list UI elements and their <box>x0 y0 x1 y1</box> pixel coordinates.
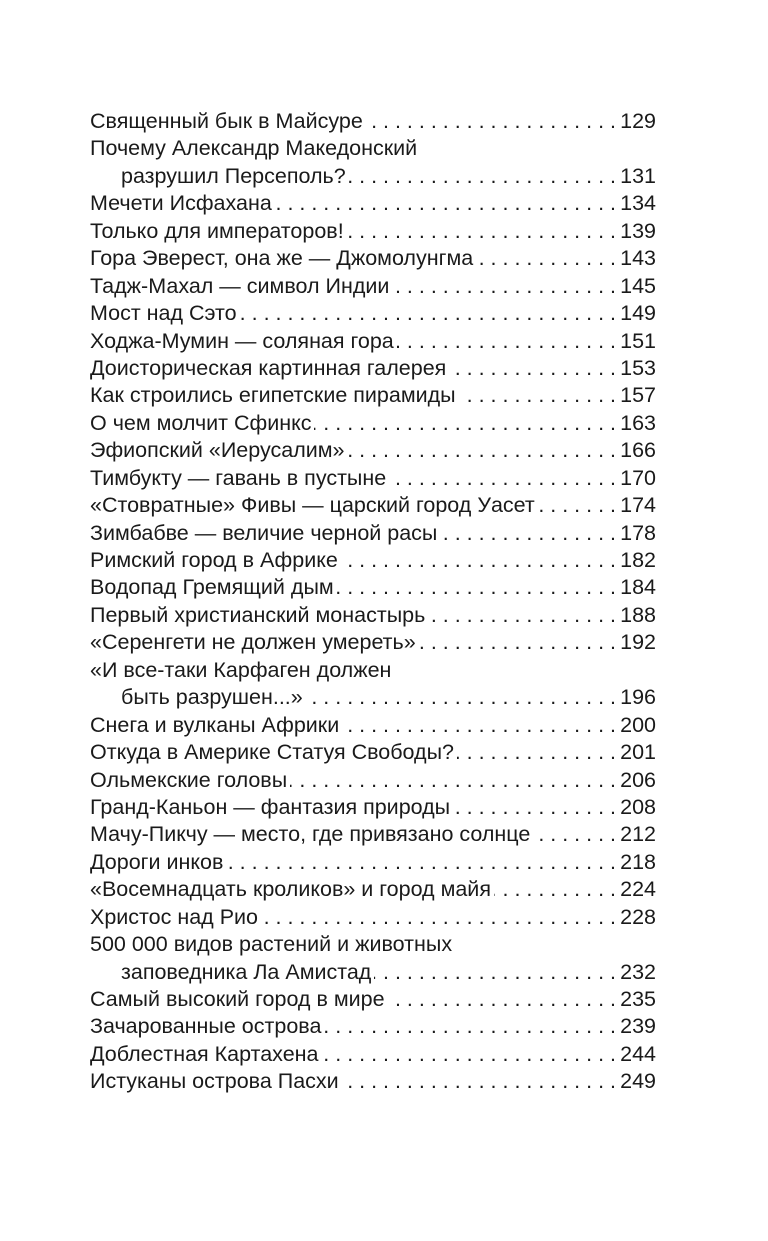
toc-entry <box>90 108 656 135</box>
toc-entry-title: Ходжа-Мумин — соляная гора <box>90 328 394 353</box>
toc-entry <box>90 328 656 355</box>
toc-entry-title: Первый христианский монастырь <box>90 602 426 627</box>
toc-entry <box>90 629 656 656</box>
toc-entry-title: Мост над Сэто <box>90 301 237 326</box>
toc-entry-page: 224 <box>620 877 656 902</box>
toc-entry <box>90 410 656 437</box>
toc-entry-page: 232 <box>620 959 656 984</box>
dot-leader <box>349 163 616 190</box>
toc-entry-title: Доблестная Картахена <box>90 1041 319 1066</box>
toc-entry-page: 143 <box>620 246 656 271</box>
dot-leader <box>366 108 616 135</box>
dot-leader <box>324 1013 616 1040</box>
dot-leader <box>538 492 616 519</box>
toc-entry-page: 178 <box>620 520 656 545</box>
dot-leader <box>533 821 616 848</box>
toc-entry-title: Тадж-Махал — символ Индии <box>90 273 390 298</box>
dot-leader <box>240 300 616 327</box>
toc-entry-continuation <box>90 163 656 190</box>
toc-entry-title: Мачу-Пикчу — место, где привязано солнце <box>90 822 531 847</box>
toc-entry-title: Мечети Исфахана <box>90 191 272 216</box>
toc-entry-page: 208 <box>620 794 656 819</box>
toc-entry-page: 218 <box>620 849 656 874</box>
toc-entry <box>90 739 656 766</box>
toc-entry-page: 235 <box>620 987 656 1011</box>
dot-leader <box>419 629 616 656</box>
dot-leader <box>341 547 616 574</box>
dot-leader <box>388 986 616 1013</box>
toc-entry-page: 163 <box>620 410 656 435</box>
toc-entry-page: 139 <box>620 218 656 243</box>
dot-leader <box>459 382 616 409</box>
toc-entry-title: Эфиопский «Иерусалим» <box>90 438 345 463</box>
toc-entry-title: Гора Эверест, она же — Джомолунгма <box>90 246 474 271</box>
dot-leader <box>374 959 616 986</box>
toc-entry <box>90 1041 656 1068</box>
toc-entry <box>90 712 656 739</box>
toc-entry <box>90 245 656 272</box>
dot-leader <box>494 876 616 903</box>
dot-leader <box>342 1068 616 1095</box>
toc-entry-page: 228 <box>620 904 656 929</box>
toc-entry-page: 188 <box>620 602 656 627</box>
toc-entry-title: Водопад Гремящий дым <box>90 575 334 600</box>
toc-entry-title: О чем молчит Сфинкс <box>90 410 312 435</box>
toc-entry <box>90 465 656 492</box>
dot-leader <box>476 245 616 272</box>
toc-entry <box>90 794 656 821</box>
toc-entry-title: заповедника Ла Амистад <box>121 959 372 984</box>
toc-entry-title: Зачарованные острова <box>90 1014 322 1039</box>
dot-leader <box>440 520 616 547</box>
toc-entry-title: разрушил Персеполь? <box>121 163 346 188</box>
toc-entry <box>90 821 656 848</box>
toc-entry-title: Священный бык в Майсуре <box>90 109 363 133</box>
toc-entry <box>90 273 656 300</box>
dot-leader <box>275 190 616 217</box>
toc-entry-title: Римский город в Африке <box>90 548 338 572</box>
dot-leader <box>314 410 616 437</box>
toc-entry <box>90 300 656 327</box>
toc-entry-page: 239 <box>620 1014 656 1039</box>
toc-entry <box>90 876 656 903</box>
toc-entry <box>90 190 656 217</box>
toc-entry-page: 151 <box>620 328 656 353</box>
toc-entry-page: 134 <box>620 191 656 216</box>
toc-entry-title: «И все-таки Карфаген должен <box>90 657 392 682</box>
toc-entry-title: «Серенгети не должен умереть» <box>90 630 416 655</box>
toc-entry-title: Доисторическая картинная галерея <box>90 355 447 380</box>
toc-entry <box>90 382 656 409</box>
dot-leader <box>389 465 616 492</box>
toc-entry-title: Дороги инков <box>90 849 224 874</box>
table-of-contents <box>90 108 656 1096</box>
toc-entry <box>90 849 656 876</box>
toc-entry-title: быть разрушен...» <box>121 685 303 710</box>
toc-entry-page: 200 <box>620 712 656 737</box>
toc-entry-page: 212 <box>620 822 656 847</box>
toc-entry <box>90 986 656 1013</box>
toc-entry-title: «Стовратные» Фивы — царский город Уасет <box>90 493 535 518</box>
toc-entry-title: Только для императоров! <box>90 218 344 243</box>
dot-leader <box>290 767 616 794</box>
dot-leader <box>337 574 616 601</box>
toc-entry-title: Самый высокий город в мире <box>90 987 385 1011</box>
toc-entry-page: 153 <box>620 355 656 380</box>
toc-entry-page: 129 <box>620 109 656 133</box>
toc-entry-title: Истуканы острова Пасхи <box>90 1069 339 1094</box>
toc-entry-page: 244 <box>620 1041 656 1066</box>
toc-entry-title: «Восемнадцать кроликов» и город майя <box>90 877 491 902</box>
toc-entry-continuation <box>90 684 656 711</box>
dot-leader <box>453 794 616 821</box>
toc-entry-page: 166 <box>620 438 656 463</box>
toc-entry-page: 249 <box>620 1069 656 1094</box>
toc-entry <box>90 437 656 464</box>
toc-entry-title: Почему Александр Македонский <box>90 136 418 161</box>
dot-leader <box>226 849 616 876</box>
toc-entry-title: Ольмекские головы <box>90 767 288 792</box>
toc-entry-title: Гранд-Каньон — фантазия природы <box>90 794 451 819</box>
toc-entry <box>90 1013 656 1040</box>
toc-entry-page: 157 <box>620 383 656 408</box>
toc-entry-page: 131 <box>620 163 656 188</box>
toc-entry <box>90 547 656 574</box>
toc-entry-page: 184 <box>620 575 656 600</box>
dot-leader <box>347 218 616 245</box>
dot-leader <box>261 904 616 931</box>
toc-entry <box>90 904 656 931</box>
dot-leader <box>306 684 616 711</box>
toc-entry-title: Зимбабве — величие черной расы <box>90 520 438 545</box>
toc-entry <box>90 1068 656 1095</box>
toc-entry-page: 206 <box>620 767 656 792</box>
toc-entry-page: 182 <box>620 548 656 572</box>
toc-entry <box>90 931 656 958</box>
toc-entry-page: 170 <box>620 465 656 490</box>
toc-entry-page: 196 <box>620 685 656 710</box>
toc-entry <box>90 520 656 547</box>
toc-entry <box>90 218 656 245</box>
dot-leader <box>457 739 616 766</box>
toc-entry-title: Снега и вулканы Африки <box>90 712 340 737</box>
dot-leader <box>348 437 617 464</box>
toc-entry <box>90 767 656 794</box>
toc-entry <box>90 355 656 382</box>
toc-entry <box>90 602 656 629</box>
toc-entry-page: 201 <box>620 740 656 765</box>
toc-entry <box>90 574 656 601</box>
toc-entry-page: 145 <box>620 273 656 298</box>
dot-leader <box>428 602 616 629</box>
toc-entry-page: 174 <box>620 493 656 518</box>
toc-entry <box>90 492 656 519</box>
dot-leader <box>397 328 616 355</box>
toc-entry-page: 149 <box>620 301 656 326</box>
toc-entry <box>90 657 656 684</box>
toc-entry <box>90 135 656 162</box>
toc-entry-title: Как строились египетские пирамиды <box>90 383 456 408</box>
toc-entry-title: Христос над Рио <box>90 904 259 929</box>
dot-leader <box>392 273 616 300</box>
toc-entry-continuation <box>90 959 656 986</box>
toc-entry-title: Откуда в Америке Статуя Свободы? <box>90 740 454 765</box>
toc-entry-title: 500 000 видов растений и животных <box>90 932 453 957</box>
toc-entry-title: Тимбукту — гавань в пустыне <box>90 465 387 490</box>
toc-entry-page: 192 <box>620 630 656 655</box>
dot-leader <box>321 1041 616 1068</box>
dot-leader <box>342 712 616 739</box>
dot-leader <box>449 355 616 382</box>
